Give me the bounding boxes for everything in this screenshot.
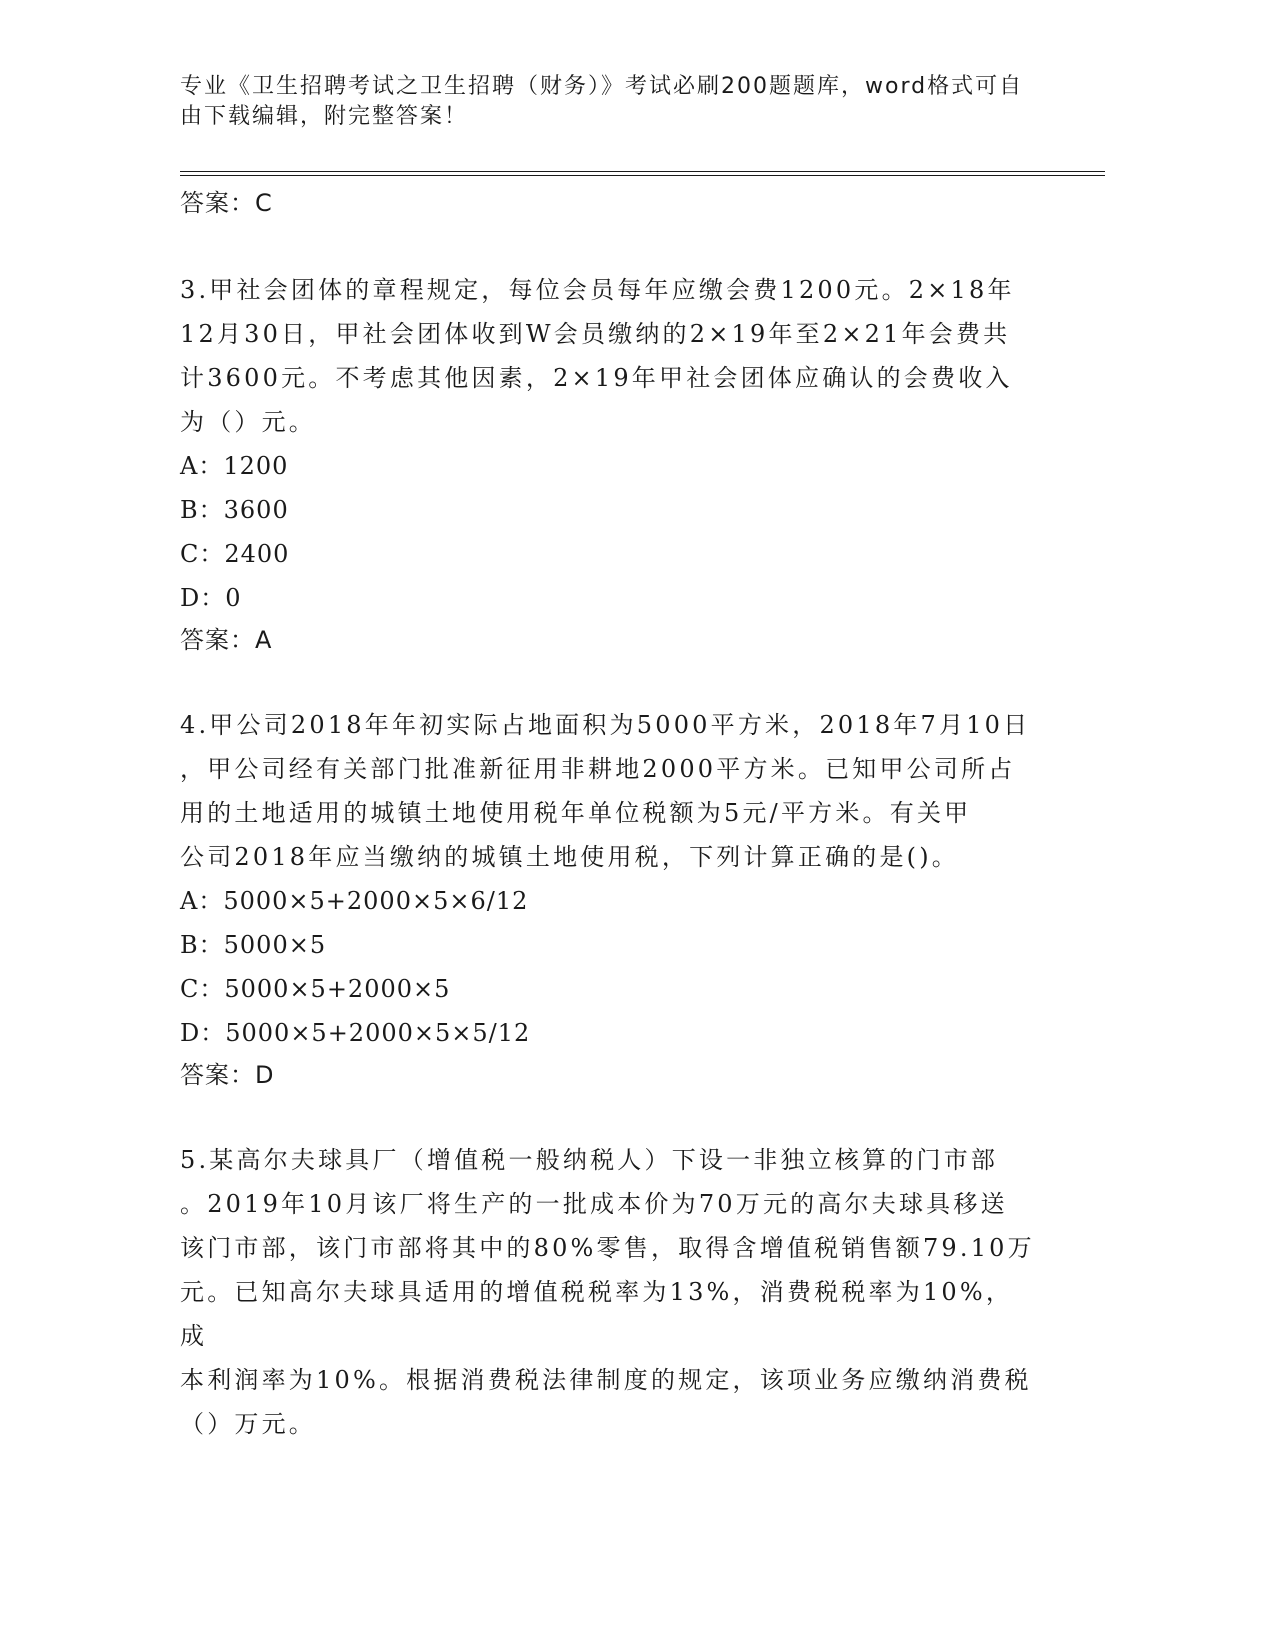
- question-4-line-4: 公司2018年应当缴纳的城镇土地使用税，下列计算正确的是()。: [180, 843, 960, 871]
- question-4-option-a: A：5000×5+2000×5×6/12: [180, 887, 529, 915]
- question-3-option-c: C：2400: [180, 540, 290, 568]
- question-5: [180, 1138, 1040, 1446]
- question-4-line-2: ，甲公司经有关部门批准新征用非耕地2000平方米。已知甲公司所占: [180, 755, 1016, 783]
- spacer: [180, 1095, 1040, 1138]
- question-5-line-5: 本利润率为10%。根据消费税法律制度的规定，该项业务应缴纳消费税: [180, 1366, 1032, 1394]
- question-5-line-4: 元。已知高尔夫球具适用的增值税税率为13%，消费税税率为10%，成: [180, 1278, 1014, 1350]
- spacer: [180, 660, 1040, 703]
- header-divider-top: [180, 171, 1105, 172]
- question-3: [180, 268, 1040, 660]
- question-3-option-b: B：3600: [180, 496, 289, 524]
- question-3-option-d: D：0: [180, 584, 242, 612]
- header-divider-bottom: [180, 175, 1105, 176]
- document-body: [180, 183, 1040, 1446]
- question-5-line-3: 该门市部，该门市部将其中的80%零售，取得含增值税销售额79.10万: [180, 1234, 1035, 1262]
- previous-answer: 答案：C: [180, 189, 273, 217]
- question-4-answer: 答案：D: [180, 1061, 275, 1089]
- question-4-option-c: C：5000×5+2000×5: [180, 975, 451, 1003]
- question-4-line-3: 用的土地适用的城镇土地使用税年单位税额为5元/平方米。有关甲: [180, 799, 972, 827]
- question-3-line-2: 12月30日，甲社会团体收到W会员缴纳的2×19年至2×21年会费共: [180, 320, 1011, 348]
- question-3-line-3: 计3600元。不考虑其他因素，2×19年甲社会团体应确认的会费收入: [180, 364, 1013, 392]
- question-3-answer: 答案：A: [180, 626, 273, 654]
- question-4-line-1: 4.甲公司2018年年初实际占地面积为5000平方米，2018年7月10日: [180, 711, 1031, 739]
- question-3-line-4: 为（）元。: [180, 408, 316, 436]
- question-3-option-a: A：1200: [180, 452, 289, 480]
- spacer: [180, 223, 1040, 266]
- question-5-line-6: （）万元。: [180, 1410, 316, 1438]
- question-3-line-1: 3.甲社会团体的章程规定，每位会员每年应缴会费1200元。2×18年: [180, 276, 1015, 304]
- document-header: [180, 72, 1040, 132]
- header-line-1: 专业《卫生招聘考试之卫生招聘（财务）》考试必刷200题题库，word格式可自: [180, 74, 1024, 99]
- question-5-line-2: 。2019年10月该厂将生产的一批成本价为70万元的高尔夫球具移送: [180, 1190, 1008, 1218]
- header-line-2: 由下载编辑，附完整答案！: [180, 104, 469, 129]
- question-4-option-b: B：5000×5: [180, 931, 327, 959]
- question-4: [180, 703, 1040, 1095]
- question-5-line-1: 5.某高尔夫球具厂（增值税一般纳税人）下设一非独立核算的门市部: [180, 1146, 999, 1174]
- question-4-option-d: D：5000×5+2000×5×5/12: [180, 1019, 531, 1047]
